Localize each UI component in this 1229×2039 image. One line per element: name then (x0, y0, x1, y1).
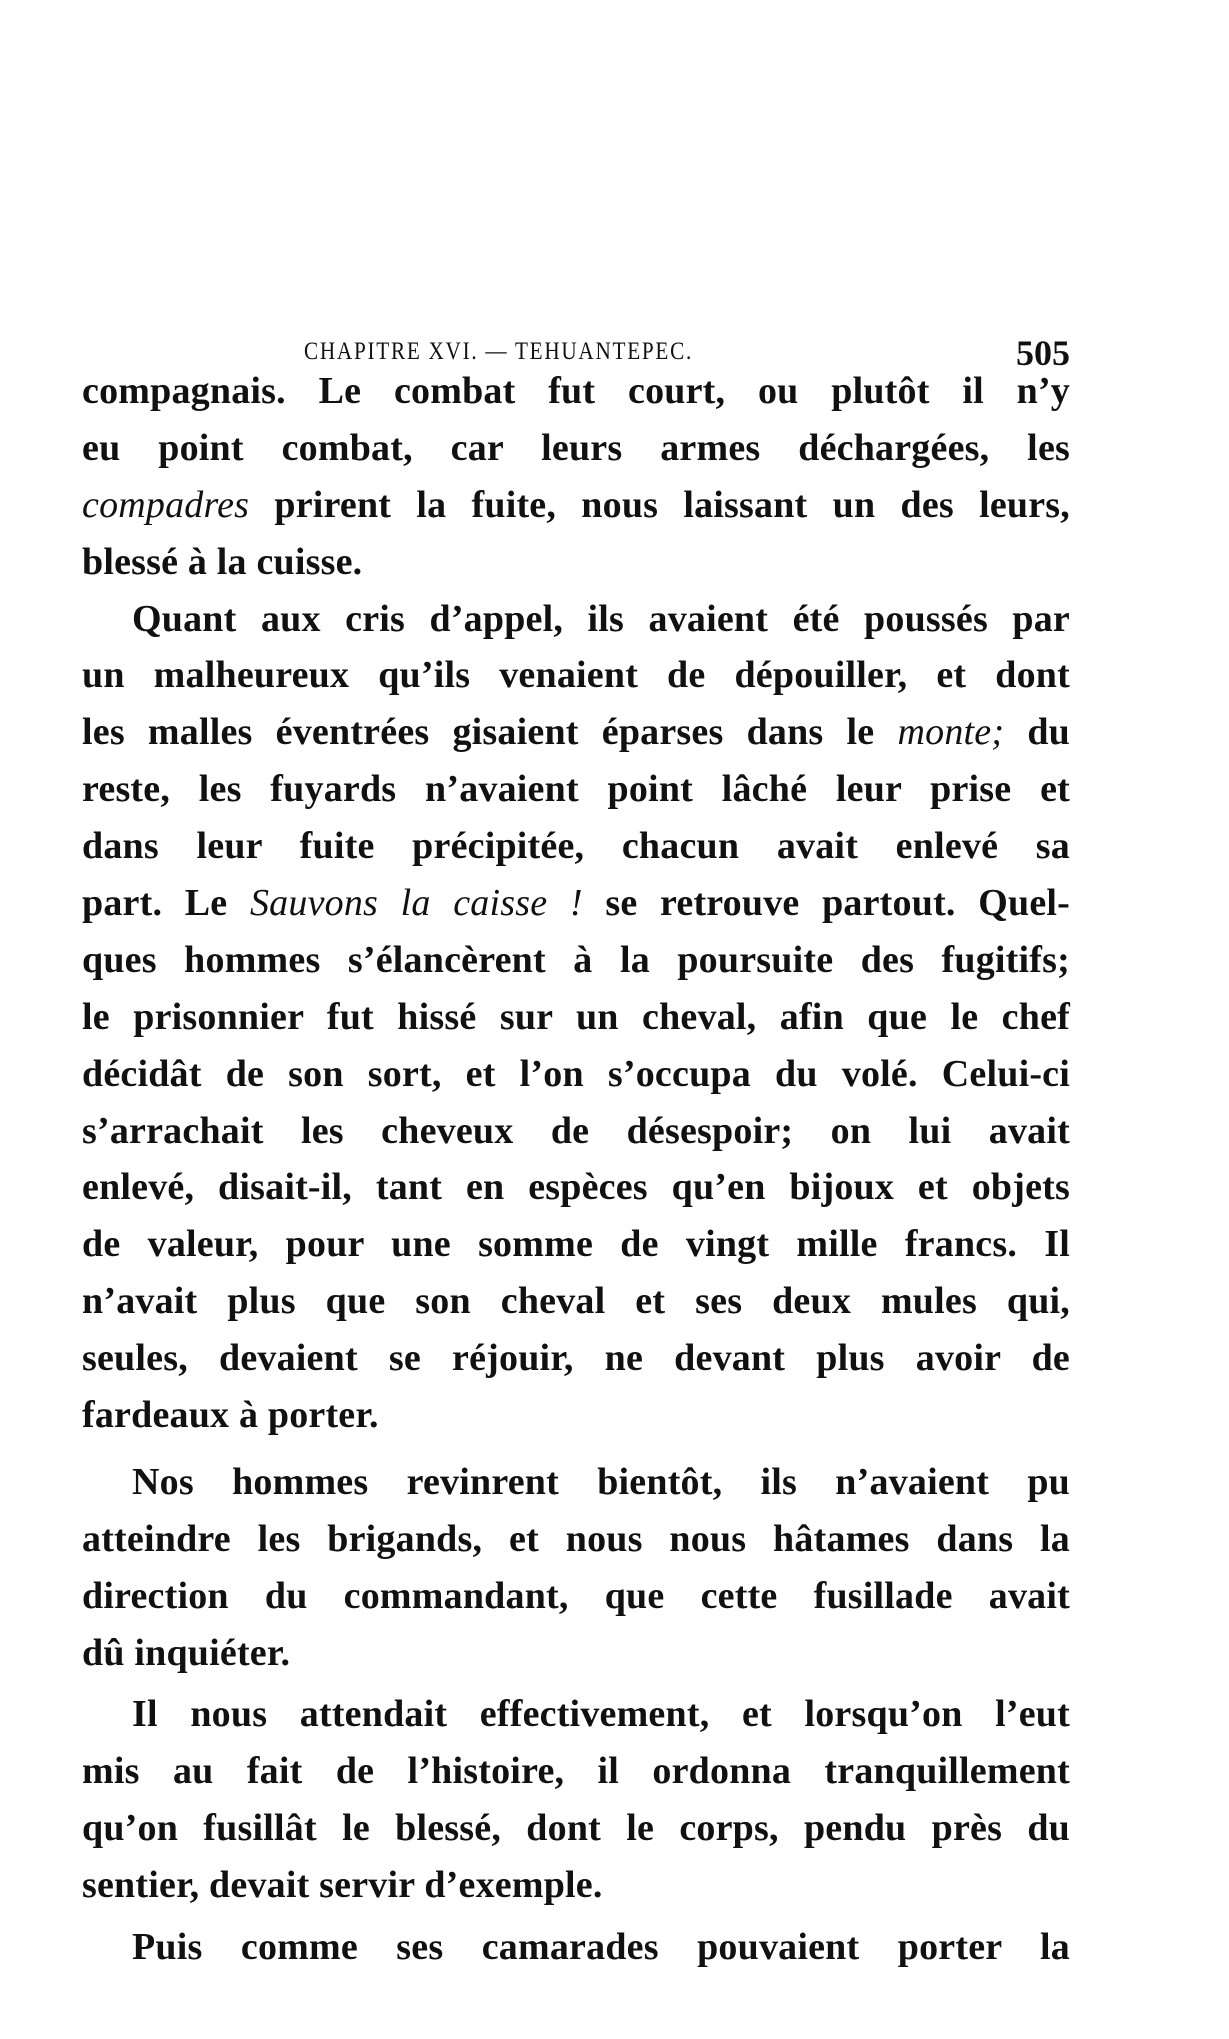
text-segment: se retrouve partout. Quel- (582, 882, 1070, 925)
text-segment: de valeur, pour une somme de vingt mille francs. Il (82, 1223, 1070, 1266)
text-line (82, 363, 1070, 420)
text-segment: dû inquiéter. (82, 1631, 291, 1674)
text-line (82, 1387, 1070, 1444)
page-number: 505 (1016, 333, 1070, 373)
text-segment: un malheureux qu’ils venaient de dépouiller, et dont (82, 654, 1070, 697)
text-segment: direction du commandant, que cette fusillade avait (82, 1574, 1070, 1617)
text-segment: ques hommes s’élancèrent à la poursuite des fugitifs; (82, 938, 1070, 981)
text-line (82, 1330, 1070, 1387)
text-line (82, 1686, 1070, 1743)
text-line (82, 420, 1070, 477)
text-line (82, 1919, 1070, 1976)
text-segment: fardeaux à porter. (82, 1394, 379, 1437)
text-segment: du (1004, 711, 1070, 754)
text-line (82, 761, 1070, 818)
text-line (82, 989, 1070, 1046)
text-segment: seules, devaient se réjouir, ne devant plus avoir de (82, 1337, 1070, 1380)
text-segment: décidât de son sort, et l’on s’occupa du volé. Celui-ci (82, 1052, 1070, 1095)
text-line (82, 1857, 1070, 1914)
text-line (82, 875, 1070, 932)
paragraph (82, 591, 1070, 1444)
text-line (82, 704, 1070, 761)
text-line (82, 1743, 1070, 1800)
text-segment: enlevé, disait-il, tant en espèces qu’en bijoux et objets (82, 1166, 1070, 1209)
italic-text: compadres (82, 483, 250, 526)
text-line (82, 1216, 1070, 1273)
text-segment: Nos hommes revinrent bientôt, ils n’avaient pu (132, 1460, 1070, 1503)
text-segment: eu point combat, car leurs armes déchargées, les (82, 426, 1070, 469)
text-segment: part. Le (82, 882, 250, 925)
paragraph (82, 363, 1070, 591)
text-line (82, 1800, 1070, 1857)
text-segment: mis au fait de l’histoire, il ordonna tranquillement (82, 1750, 1070, 1793)
text-line (82, 1159, 1070, 1216)
text-segment: sentier, devait servir d’exemple. (82, 1864, 603, 1907)
text-segment: atteindre les brigands, et nous nous hâtames dans la (82, 1517, 1070, 1560)
text-line (82, 932, 1070, 989)
text-line (82, 1625, 1070, 1682)
chapter-title: CHAPITRE XVI. — TEHUANTEPEC. (304, 338, 693, 365)
text-line (82, 1511, 1070, 1568)
italic-text: monte; (897, 711, 1005, 754)
text-line (82, 1454, 1070, 1511)
text-segment: les malles éventrées gisaient éparses dans le (82, 711, 898, 754)
text-line (82, 1568, 1070, 1625)
text-line (82, 818, 1070, 875)
text-segment: prirent la fuite, nous laissant un des leurs, (249, 483, 1070, 526)
text-segment: compagnais. Le combat fut court, ou plutôt il n’y (82, 370, 1070, 412)
text-line (82, 647, 1070, 704)
italic-text: Sauvons la caisse ! (249, 882, 583, 925)
text-line (82, 1046, 1070, 1103)
text-segment: Il nous attendait effectivement, et lorsqu’on l’eut (132, 1693, 1070, 1736)
text-segment: dans leur fuite précipitée, chacun avait enlevé sa (82, 825, 1070, 868)
paragraph (82, 1919, 1070, 1976)
text-line (82, 591, 1070, 648)
text-segment: le prisonnier fut hissé sur un cheval, afin que le chef (82, 995, 1070, 1038)
text-line (82, 477, 1070, 534)
text-segment: blessé à la cuisse. (82, 540, 363, 583)
text-line (82, 1103, 1070, 1160)
text-line (82, 534, 1070, 591)
paragraph (82, 1686, 1070, 1914)
text-segment: reste, les fuyards n’avaient point lâché leur prise et (82, 768, 1070, 811)
text-segment: qu’on fusillât le blessé, dont le corps, pendu près du (82, 1807, 1070, 1850)
paragraph (82, 1454, 1070, 1682)
text-line (82, 1273, 1070, 1330)
text-segment: n’avait plus que son cheval et ses deux mules qui, (82, 1280, 1070, 1323)
text-segment: Quant aux cris d’appel, ils avaient été poussés par (132, 597, 1070, 640)
text-segment: Puis comme ses camarades pouvaient porter la (132, 1926, 1070, 1969)
text-segment: s’arrachait les cheveux de désespoir; on lui avait (82, 1109, 1070, 1152)
page-body (82, 363, 1070, 1976)
